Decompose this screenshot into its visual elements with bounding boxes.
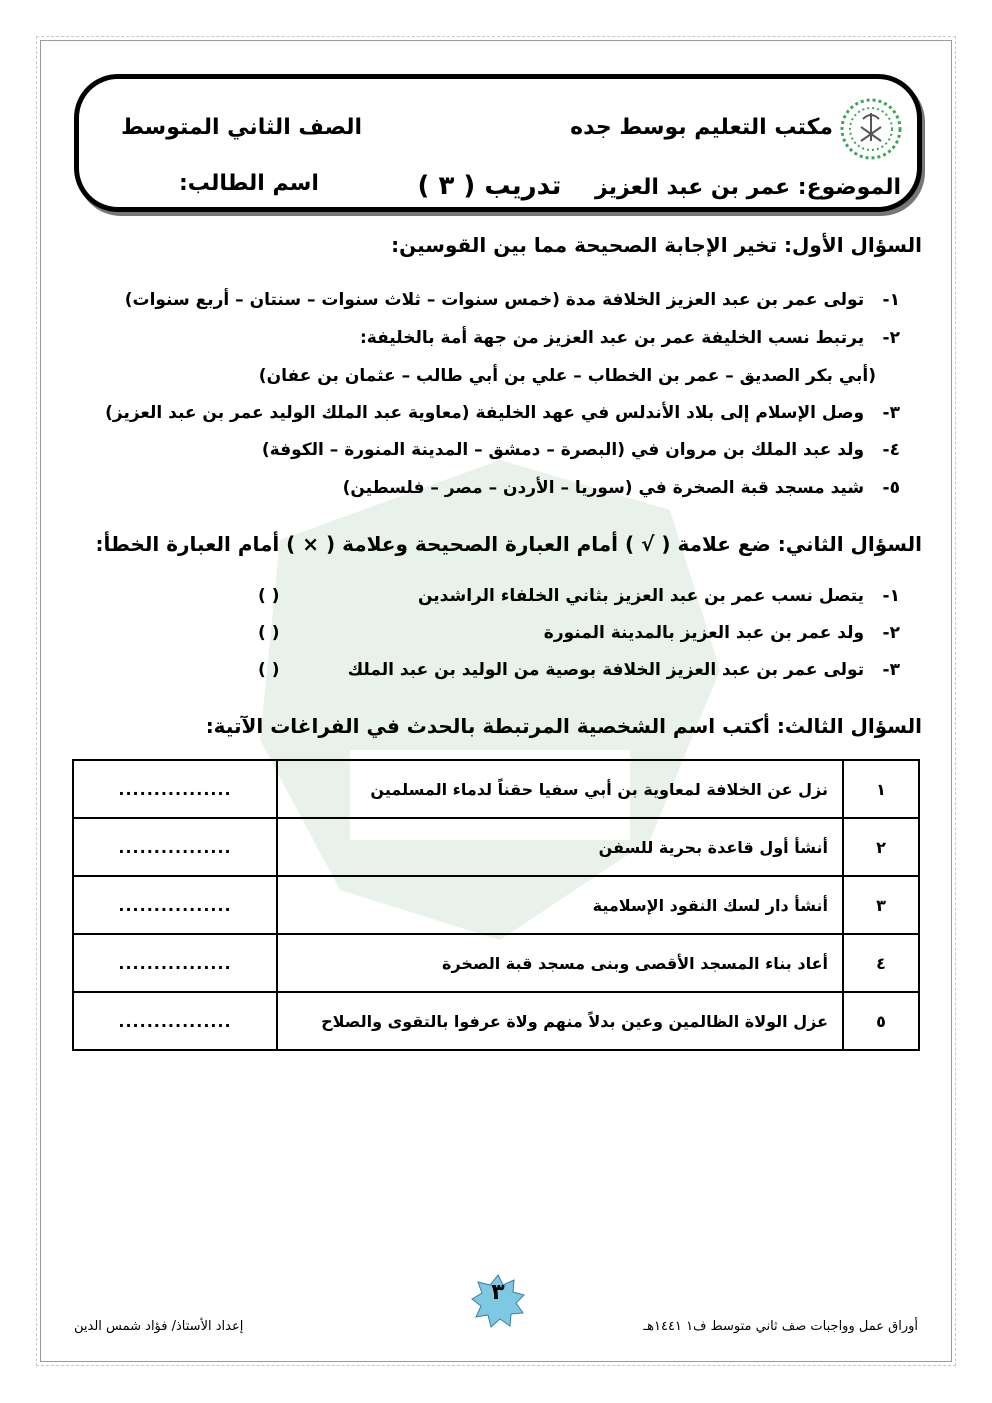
q1-item-1 bbox=[125, 290, 900, 310]
ministry-logo-icon bbox=[839, 97, 903, 161]
header-box bbox=[74, 74, 922, 212]
row-answer-blank[interactable]: ................ bbox=[73, 818, 277, 876]
q2-title: السؤال الثاني: ضع علامة ( √ ) أمام العبارة الصحيحة وعلامة ( × ) أمام العبارة الخطأ: bbox=[95, 532, 922, 556]
q1-item-text: (أبي بكر الصديق – عمر بن الخطاب – علي بن أبي طالب – عثمان بن عفان) bbox=[258, 366, 876, 386]
row-answer-blank[interactable]: ................ bbox=[73, 934, 277, 992]
row-event: أنشأ أول قاعدة بحرية للسفن bbox=[277, 818, 843, 876]
table-row bbox=[73, 760, 919, 818]
row-event: نزل عن الخلافة لمعاوية بن أبي سفيا حقناً لدماء المسلمين bbox=[277, 760, 843, 818]
footer-author: إعداد الأستاذ/ فؤاد شمس الدين bbox=[74, 1319, 244, 1334]
subject-line bbox=[410, 171, 901, 201]
table-row bbox=[73, 934, 919, 992]
table-row bbox=[73, 818, 919, 876]
q1-item-text: شيد مسجد قبة الصخرة في (سوريا – الأردن – مصر – فلسطين) bbox=[342, 478, 865, 498]
row-event: عزل الولاة الظالمين وعين بدلاً منهم ولاة عرفوا بالتقوى والصلاح bbox=[277, 992, 843, 1050]
q1-item-3 bbox=[105, 403, 900, 423]
q2-item-number: ١- bbox=[882, 586, 900, 606]
grade-label: الصف الثاني المتوسط bbox=[121, 115, 363, 140]
footer-series: أوراق عمل وواجبات صف ثاني متوسط ف١ ١٤٤١هـ bbox=[643, 1319, 918, 1334]
row-number: ٣ bbox=[843, 876, 919, 934]
q1-item-text: تولى عمر بن عبد العزيز الخلافة مدة (خمس سنوات – ثلاث سنوات – سنتان – أربع سنوات) bbox=[124, 290, 865, 310]
q1-item-text: ولد عبد الملك بن مروان في (البصرة – دمشق – المدينة المنورة – الكوفة) bbox=[261, 440, 865, 460]
q1-item-4 bbox=[262, 440, 900, 460]
q2-item-text: يتصل نسب عمر بن عبد العزيز بثاني الخلفاء الراشدين bbox=[417, 586, 865, 606]
q1-item-2-options bbox=[259, 366, 876, 386]
row-event: أنشأ دار لسك النقود الإسلامية bbox=[277, 876, 843, 934]
q3-table bbox=[72, 759, 920, 1051]
q2-answer-box-2[interactable]: ( ) bbox=[258, 623, 280, 643]
q2-answer-box-1[interactable]: ( ) bbox=[258, 586, 280, 606]
q1-title: السؤال الأول: تخير الإجابة الصحيحة مما بين القوسين: bbox=[391, 233, 922, 257]
training-label: تدريب ( ٣ ) bbox=[417, 171, 562, 201]
q2-answer-box-3[interactable]: ( ) bbox=[258, 660, 280, 680]
q2-item-3 bbox=[348, 660, 900, 680]
q1-item-2 bbox=[360, 328, 900, 348]
row-answer-blank[interactable]: ................ bbox=[73, 876, 277, 934]
q2-item-number: ٢- bbox=[882, 623, 900, 643]
page-number: ٣ bbox=[491, 1280, 505, 1305]
q1-item-number: ٤- bbox=[882, 440, 900, 460]
q1-item-5 bbox=[343, 478, 900, 498]
student-name-label: اسم الطالب: bbox=[179, 171, 319, 196]
row-event: أعاد بناء المسجد الأقصى وبنى مسجد قبة الصخرة bbox=[277, 934, 843, 992]
table-row bbox=[73, 992, 919, 1050]
row-number: ٤ bbox=[843, 934, 919, 992]
q1-item-number: ٣- bbox=[882, 403, 900, 423]
q2-item-text: تولى عمر بن عبد العزيز الخلافة بوصية من الوليد بن عبد الملك bbox=[347, 660, 865, 680]
office-name: مكتب التعليم بوسط جده bbox=[570, 115, 833, 140]
subject-label: الموضوع: عمر بن عبد العزيز bbox=[595, 175, 901, 200]
row-answer-blank[interactable]: ................ bbox=[73, 992, 277, 1050]
q1-item-number: ٥- bbox=[882, 478, 900, 498]
q1-item-number: ٢- bbox=[882, 328, 900, 348]
row-number: ١ bbox=[843, 760, 919, 818]
row-number: ٢ bbox=[843, 818, 919, 876]
q2-item-1 bbox=[418, 586, 900, 606]
q1-item-text: يرتبط نسب الخليفة عمر بن عبد العزيز من جهة أمة بالخليفة: bbox=[359, 328, 865, 348]
row-answer-blank[interactable]: ................ bbox=[73, 760, 277, 818]
row-number: ٥ bbox=[843, 992, 919, 1050]
q2-item-2 bbox=[544, 623, 900, 643]
q3-title: السؤال الثالث: أكتب اسم الشخصية المرتبطة بالحدث في الفراغات الآتية: bbox=[205, 714, 922, 738]
q1-item-number: ١- bbox=[882, 290, 900, 310]
table-row bbox=[73, 876, 919, 934]
q2-item-text: ولد عمر بن عبد العزيز بالمدينة المنورة bbox=[543, 623, 865, 643]
q2-item-number: ٣- bbox=[882, 660, 900, 680]
q1-item-text: وصل الإسلام إلى بلاد الأندلس في عهد الخليفة (معاوية عبد الملك الوليد عمر بن عبد العزيز) bbox=[105, 403, 865, 423]
